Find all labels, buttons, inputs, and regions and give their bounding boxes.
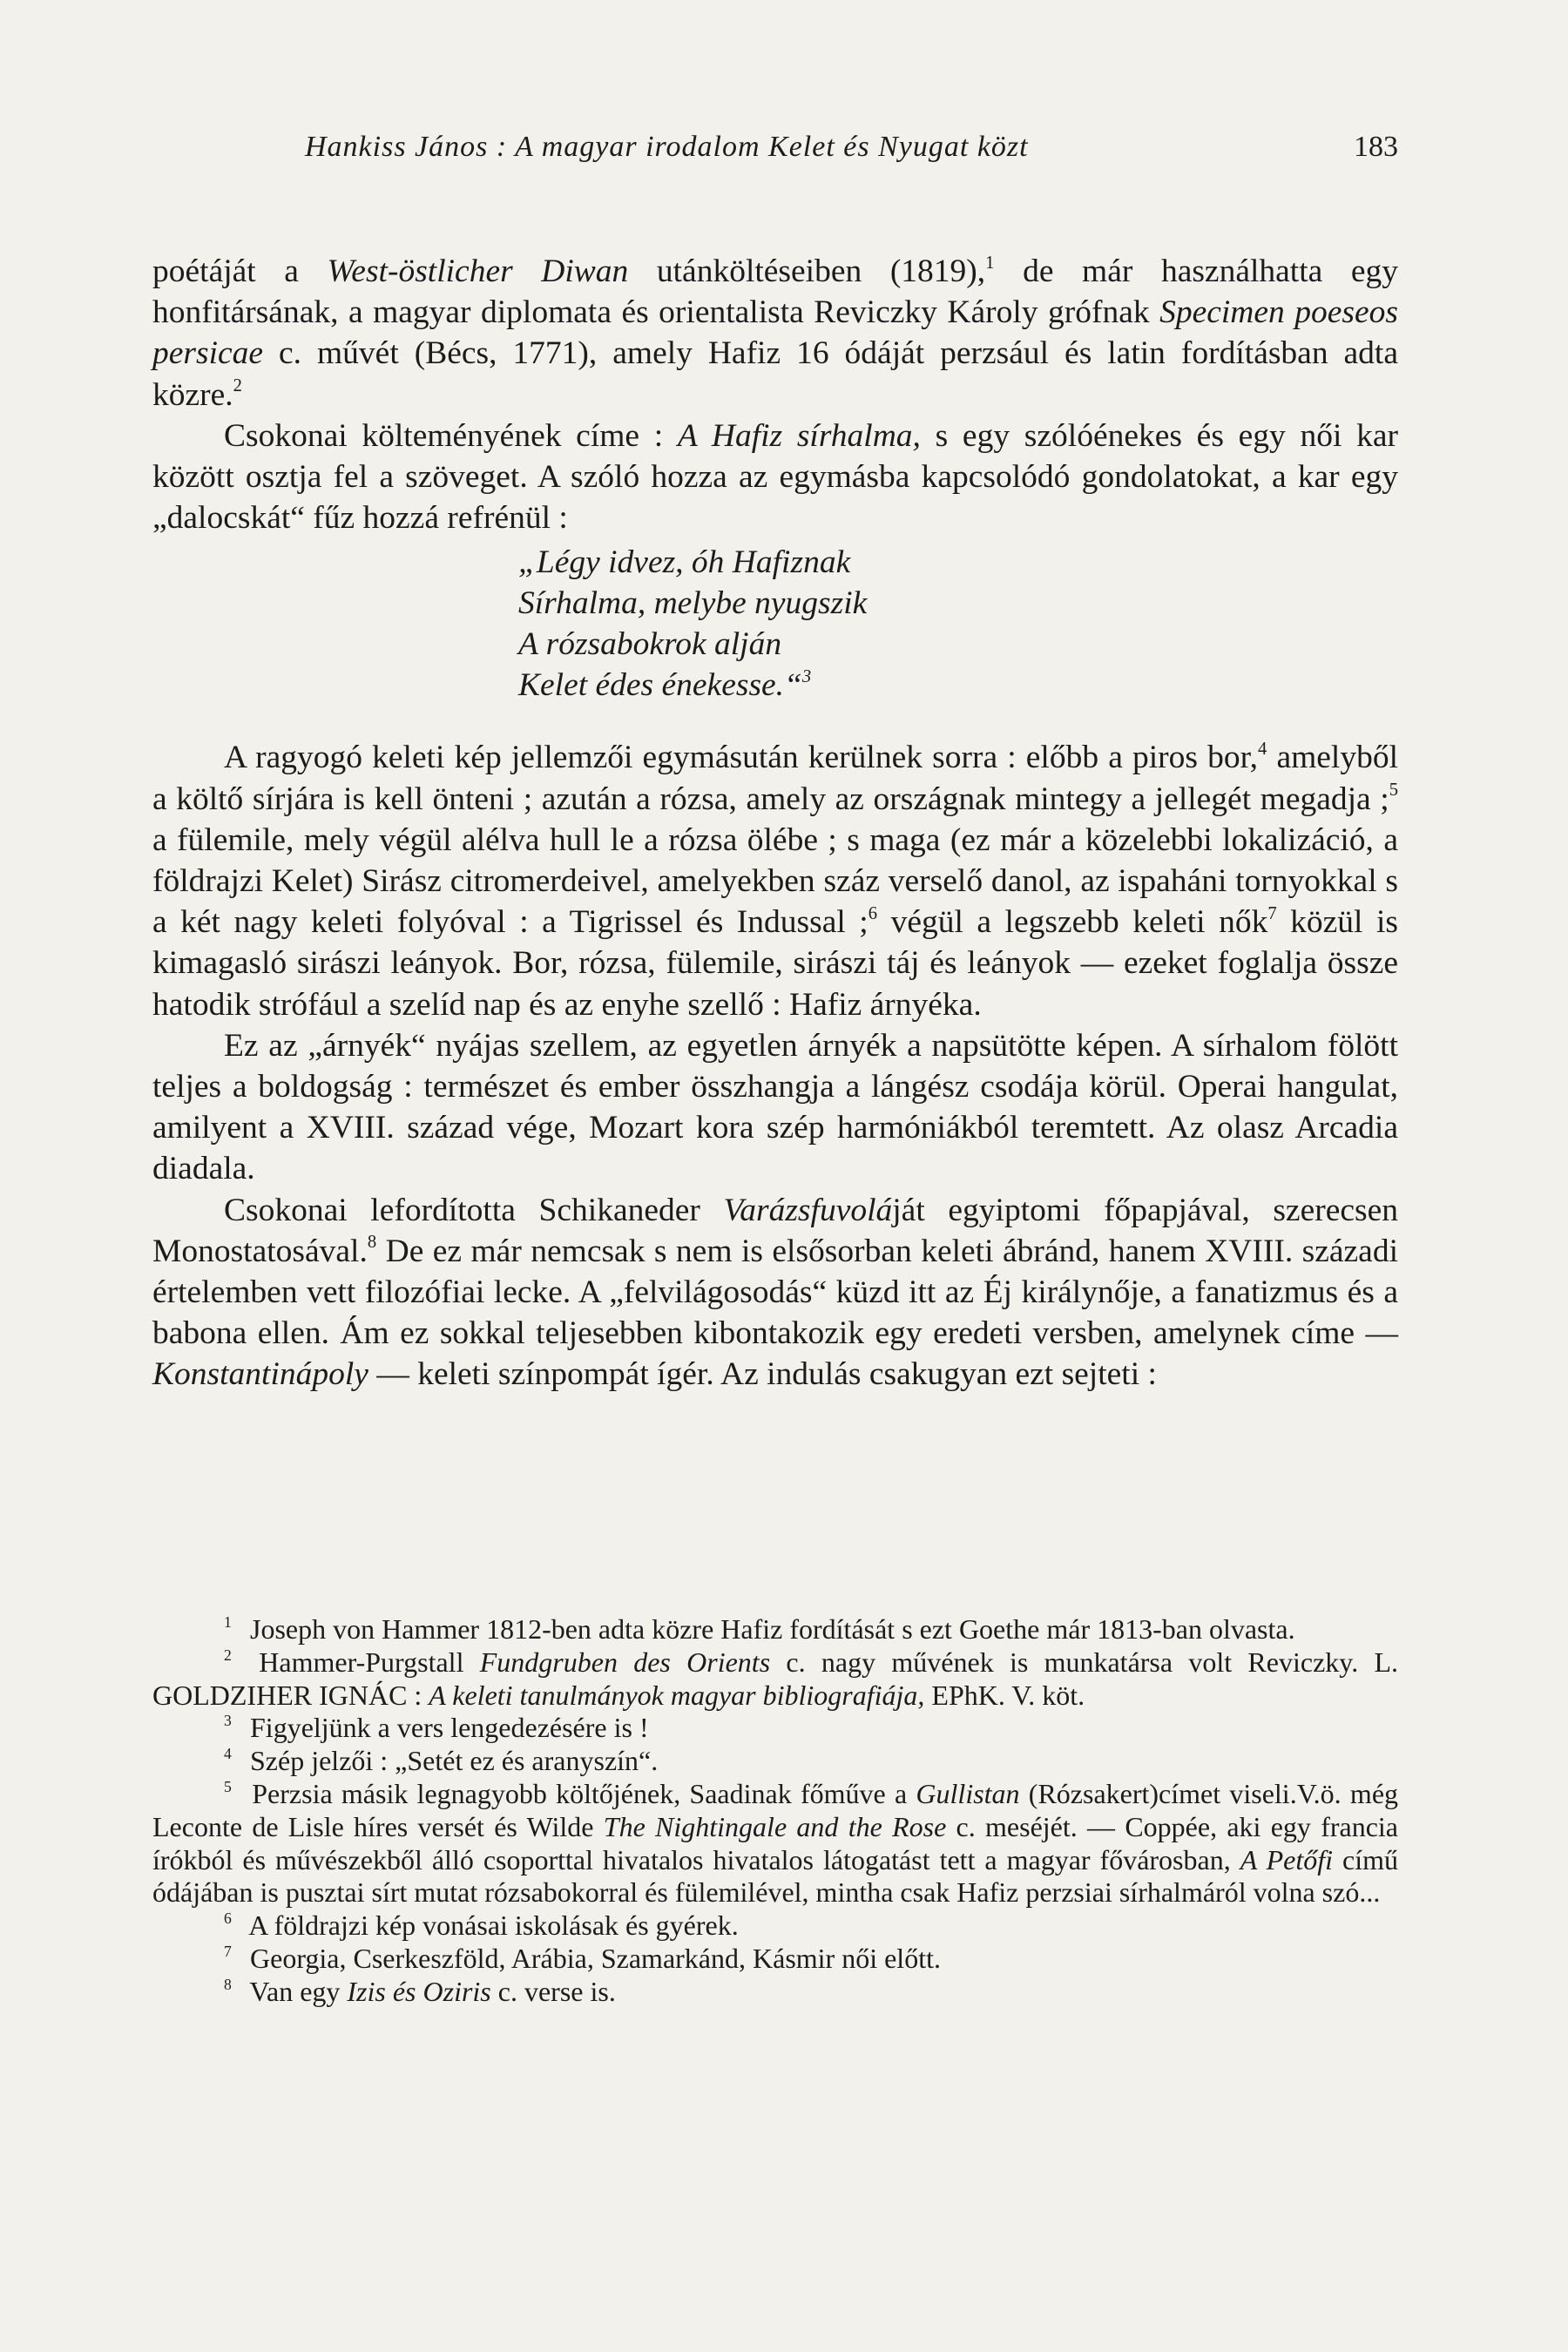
main-text [152,251,1398,1396]
footnote-text: c. verse is. [490,1975,616,2007]
poem-line: Sírhalma, melybe nyugszik [518,585,868,622]
work-title: Gullistan [916,1777,1020,1809]
footnote-8: $^8$ Van egy Izis és Oziris c. verse is. [224,1975,616,2007]
text-run: — keleti színpompát ígér. Az indulás csakugyan ezt sejteti : [368,1356,1157,1393]
poem-quote [518,542,1398,706]
footnote-text: c. meséjét. — Coppée, aki egy francia írókból és művészekből álló csoporttal hivatalos hivatalos látogatást tett a magyar fővárosban, [152,1810,1399,1876]
work-title: The Nightingale and the Rose [603,1810,947,1842]
footnote-ref: 2 [233,376,242,396]
text-run: de már használhatta egy honfitársának, a magyar diplomata és orientalista Reviczky Károly grófnak [152,253,1398,331]
footnote-ref: 7 [1267,903,1277,923]
footnote-text: c. nagy művének is munkatársa volt Reviczky. L. GOLDZIHER IGNÁC : [152,1646,1399,1711]
paragraph-1 [152,251,1398,416]
footnote-text: Joseph von Hammer 1812-ben adta közre Hafiz fordítását s ezt Goethe már 1813-ban olvasta. [250,1613,1295,1645]
footnote-ref: 8 [367,1233,377,1253]
page-number: 183 [1354,131,1398,163]
footnote-7: $^7$ Georgia, Cserkeszföld, Arábia, Szamarkánd, Kásmir női előtt. [224,1942,941,1974]
footnote-2: $^2$ Hammer-Purgstall Fundgruben des Orients c. nagy művének is munkatársa volt Reviczky. L. GOLDZIHER IGNÁC : A keleti tanulmányok magyar bibliografiája, EPhK. V. köt. [152,1646,1399,1711]
paragraph-2 [152,416,1398,539]
footnote-text: Szép jelzői : „Setét ez és aranyszín“. [250,1745,659,1777]
work-title: Izis és Oziris [347,1975,491,2007]
text-run: a fülemile, mely végül alélva hull le a rózsa ölébe ; s maga (ez már a közelebbi lokalizáció, a földrajzi Kelet) Sirász citromerdeivel, amelyekben száz verselő danol, az ispaháni tornyokkal s a két nagy keleti folyóval : a Tigrissel és Indussal ; [152,821,1398,941]
paragraph-4: Ez az „árnyék“ nyájas szellem, az egyetlen árnyék a napsütötte képen. A sírhalom fölött teljes a boldogság : természet és ember összhangja a lángész csodája körül. Operai hangulat, amilyent a XVIII. század vége, Mozart kora szép harmóniákból teremtett. Az olasz Arcadia diadala. [152,1027,1398,1187]
footnote-5: $^5$ Perzsia másik legnagyobb költőjének, Saadinak főműve a Gullistan (Rózsakert)címet viseli.V.ö. még Leconte de Lisle híres versét és Wilde The Nightingale and the Rose c. meséjét. — Coppée, aki egy francia írókból és művészekből álló csoporttal hivatalos hivatalos látogatást tett a magyar fővárosban, A Petőfi című ódájában is pusztai sírt mutat rózsabokorral és fülemilével, mintha csak Hafiz perzsiai sírhalmáról volna szó... [152,1777,1399,1909]
paragraph-5 [152,1190,1398,1396]
work-title: A keleti tanulmányok magyar bibliografiája, [429,1679,925,1711]
footnote-ref: 1 [985,253,995,273]
text-run: ját egyiptomi főpapjával, szerecsen Monostatosával. [152,1192,1398,1269]
text-run: s egy szólóénekes és egy női kar között osztja fel a szöveget. A szóló hozza az egymásba kapcsolódó gondolatokat, a kar egy „dalocskát“ fűz hozzá refrénül : [152,417,1399,537]
footnote-text: Figyeljünk a vers lengedezésére is ! [250,1712,649,1744]
footnote-ref: 6 [868,903,878,923]
text-run: A ragyogó keleti kép jellemzői egymásután kerülnek sorra : előbb a piros bor, [224,740,1258,776]
text-run: közül is kimagasló sirászi leányok. Bor, rózsa, fülemile, sirászi táj és leányok — ezeket foglalja össze hatodik strófául a szelíd nap és az enyhe szellő : Hafiz árnyéka. [152,904,1398,1023]
footnote-text: című ódájában is pusztai sírt mutat rózsabokorral és fülemilével, mintha csak Hafiz perzsiai sírhalmáról volna szó... [152,1843,1399,1909]
footnote-ref: 3 [801,666,812,686]
work-title: A Petőfi [1240,1843,1334,1876]
footnote-text: Hammer-Purgstall [259,1646,480,1678]
text-run: Csokonai költeményének címe : [224,417,678,454]
work-title: Specimen poeseos persicae [152,294,1398,372]
footnote-text: Georgia, Cserkeszföld, Arábia, Szamarkánd, Kásmir női előtt. [250,1942,941,1974]
footnotes [152,1613,1398,2009]
footnote-text: EPhK. V. köt. [924,1679,1085,1711]
text-run: De ez már nemcsak s nem is elsősorban keleti ábránd, hanem XVIII. századi értelemben vett filozófiai lecke. A „felvilágosodás“ küzd itt az Éj királynője, a fanatizmus és a babona ellen. Ám ez sokkal teljesebben kibontakozik egy eredeti versben, amelynek címe — [152,1233,1398,1352]
paragraph-3 [152,737,1398,1024]
footnote-ref: 5 [1389,781,1398,801]
footnote-4: $^4$ Szép jelzői : „Setét ez és aranyszín“. [224,1745,659,1777]
footnote-6: $^6$ A földrajzi kép vonásai iskolásak és gyérek. [224,1909,739,1942]
poem-line: „Légy idvez, óh Hafiznak [518,544,851,581]
footnote-text: Van egy [249,1975,348,2007]
work-title: Varázsfuvolá [723,1192,893,1228]
poem-line: A rózsabokrok alján [518,626,782,663]
footnote-1: $^1$ Joseph von Hammer 1812-ben adta közre Hafiz fordítását s ezt Goethe már 1813-ban olvasta. [224,1612,1295,1645]
running-title: Hankiss János : A magyar irodalom Kelet és Nyugat közt [305,131,1029,163]
work-title: Fundgruben des Orients [479,1646,771,1678]
footnote-text: (Rózsakert)címet viseli.V.ö. még Leconte de Lisle híres versét és Wilde [152,1777,1399,1842]
poem-line-text: Kelet édes énekesse.“ [518,667,802,704]
footnote-3: $^3$ Figyeljünk a vers lengedezésére is ! [224,1712,649,1744]
poem-line [518,665,1398,706]
footnote-text: Perzsia másik legnagyobb költőjének, Saadinak főműve a [252,1777,916,1809]
text-run: poétáját a [152,253,328,289]
work-title: West-östlicher Diwan [327,253,629,289]
text-run: utánköltéseiben (1819), [628,253,986,289]
text-run: végül a legszebb keleti nők [877,904,1268,941]
work-title: A Hafiz sírhalma, [677,417,921,454]
text-run: amelyből a költő sírjára is kell önteni ; azután a rózsa, amely az országnak mintegy a jellegét megadja ; [152,740,1398,817]
text-run: c. művét (Bécs, 1771), amely Hafiz 16 ódáját perzsául és latin fordításban adta közre. [152,335,1398,413]
work-title: Konstantinápoly [152,1356,368,1393]
text-run: Csokonai lefordította Schikaneder [224,1192,724,1228]
footnote-text: A földrajzi kép vonásai iskolásak és gyérek. [248,1909,739,1942]
footnote-ref: 4 [1258,739,1267,759]
page-header [152,131,1398,174]
